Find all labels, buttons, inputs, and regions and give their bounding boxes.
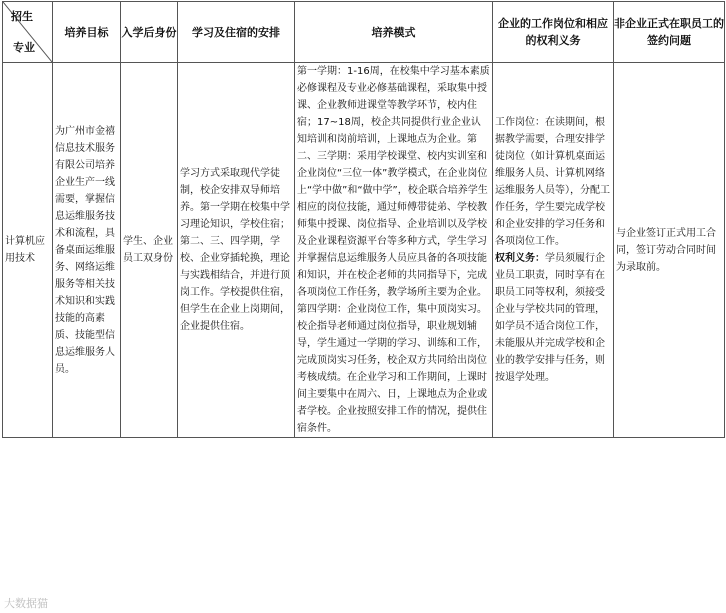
cell-contract: 与企业签订正式用工合同，签订劳动合同时间为录取前。 — [614, 63, 725, 438]
header-identity: 入学后身份 — [121, 2, 178, 63]
header-corner-cell — [3, 2, 53, 63]
cell-goal: 为广州市金禧信息技术服务有限公司培养企业生产一线需要，掌握信息运维服务技术和流程，具备桌面运维服务、网络运维服务等相关技术知识和实践技能的高素质、技能型信息运维服务人员。 — [53, 63, 121, 438]
header-contract: 非企业正式在职员工的签约问题 — [614, 2, 725, 63]
rights-duty-body: 学员须履行企业员工职责，同时享有在职员工同等权利，须接受企业与学校共同的管理，如学员不适合岗位工作，未能服从并完成学校和企业的教学安排与任务，则按退学处理。 — [495, 253, 605, 383]
header-goal: 培养目标 — [53, 2, 121, 63]
cell-mode: 第一学期：1-16周，在校集中学习基本素质必修课程及专业必修基础课程，采取集中授课、企业教师进课堂等教学环节，校内住宿；17~18周，校企共同提供行业企业认知培训和岗前培训，上课地点为企业。第二、三学期：采用学校课堂、校内实训室和企业岗位“三位一体”教学模式，在企业岗位上“学中做”和“做中学”，校企联合培养学生相应的岗位技能，通过师傅带徒弟、学校教师集中授课、岗位指导、企业培训以及学校及企业课程资源平台等多种方式，学生学习并掌握信息运维服务人员应具备的各项技能和知识，并在校企老师的共同指导下，完成各项岗位工作任务，教学场所主要为企业。第四学期：企业岗位工作，集中顶岗实习。校企指导老师通过岗位指导，职业规划辅导，学生通过一学期的学习、训练和工作，完成顶岗实习任务，校企双方共同给出岗位考核成绩。在企业学习和工作期间，上课时间主要集中在周六、日，上课地点为企业或者学校。企业按照安排工作的情况，提供住宿条件。 — [295, 63, 493, 438]
header-corner-bottom: 专业 — [13, 41, 35, 54]
header-mode: 培养模式 — [295, 2, 493, 63]
rights-duty-label: 权利义务： — [495, 253, 545, 264]
rights-duty-text — [495, 250, 611, 386]
table-row — [3, 63, 725, 438]
header-arrangement: 学习及住宿的安排 — [178, 2, 295, 63]
cell-rights — [493, 63, 614, 438]
cell-arrangement: 学习方式采取现代学徒制，校企安排双导师培养。第一学期在校集中学习理论知识，学校住宿；第二、三、四学期，学校、企业穿插轮换，理论与实践相结合，并进行顶岗工作。学校提供住宿，但学生在企业上岗期间，企业提供住宿。 — [178, 63, 295, 438]
enrollment-table — [2, 1, 725, 438]
watermark: 大数据猫 — [4, 597, 48, 610]
rights-position-text: 工作岗位：在读期间，根据教学需要，合理安排学徒岗位（如计算机桌面运维服务人员、计算机网络运维服务人员等），分配工作任务，学生要完成学校和企业安排的学习任务和各项岗位工作。 — [495, 117, 610, 247]
header-corner-top: 招生 — [11, 10, 33, 23]
header-row — [3, 2, 725, 63]
cell-identity: 学生、企业员工双身份 — [121, 63, 178, 438]
cell-major: 计算机应用技术 — [3, 63, 53, 438]
header-rights: 企业的工作岗位和相应的权利义务 — [493, 2, 614, 63]
